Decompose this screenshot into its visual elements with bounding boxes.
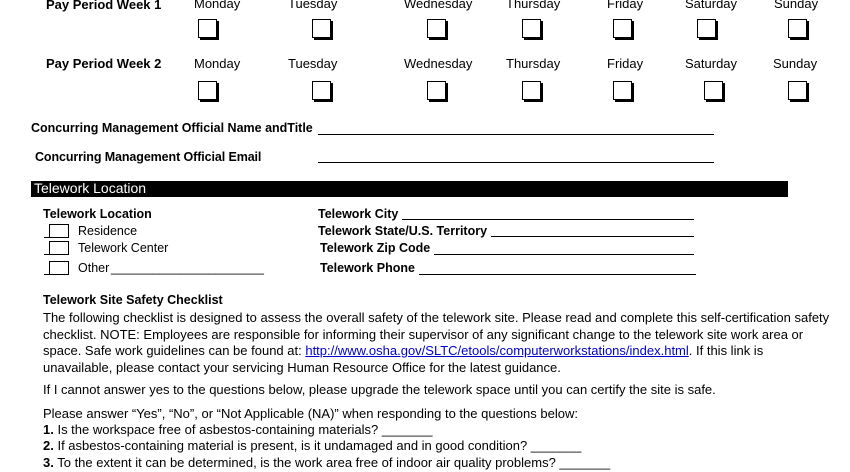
safety-intro bbox=[43, 310, 829, 376]
state-label: Telework State/U.S. Territory bbox=[318, 224, 488, 238]
question-1-number: 1. bbox=[43, 422, 54, 437]
week2-day-saturday: Saturday bbox=[685, 56, 738, 71]
week1-day-tuesday: Tuesday bbox=[288, 0, 338, 11]
other-specify-field[interactable]: ______________________ bbox=[111, 261, 264, 275]
mgmt-name-title-label: Concurring Management Official Name andTitle bbox=[31, 121, 313, 135]
telework-center-underscore bbox=[44, 254, 49, 255]
section-header-bar bbox=[31, 181, 788, 197]
answer-instructions: Please answer “Yes”, “No”, or “Not Applicable (NA)” when responding to the questions below: bbox=[43, 406, 578, 421]
week1-day-thursday: Thursday bbox=[506, 0, 561, 11]
week1-day-sunday: Sunday bbox=[774, 0, 819, 11]
week1-day-friday: Friday bbox=[607, 0, 644, 11]
week2-monday-checkbox[interactable] bbox=[198, 81, 217, 100]
week2-day-sunday: Sunday bbox=[773, 56, 818, 71]
week2-friday-checkbox[interactable] bbox=[613, 81, 632, 100]
question-2-number: 2. bbox=[43, 438, 54, 453]
week1-day-saturday: Saturday bbox=[685, 0, 738, 11]
week2-day-thursday: Thursday bbox=[506, 56, 561, 71]
week1-sunday-checkbox[interactable] bbox=[788, 19, 807, 38]
week2-day-monday: Monday bbox=[194, 56, 241, 71]
question-3-number: 3. bbox=[43, 455, 54, 470]
week1-day-monday: Monday bbox=[194, 0, 241, 11]
week2-sunday-checkbox[interactable] bbox=[788, 81, 807, 100]
week2-day-wednesday: Wednesday bbox=[404, 56, 473, 71]
week1-friday-checkbox[interactable] bbox=[613, 19, 632, 38]
week2-wednesday-checkbox[interactable] bbox=[427, 81, 446, 100]
city-label: Telework City bbox=[318, 207, 399, 221]
city-field[interactable] bbox=[402, 219, 694, 220]
week2-day-friday: Friday bbox=[607, 56, 644, 71]
mgmt-email-field[interactable] bbox=[318, 162, 714, 163]
week1-label: Pay Period Week 1 bbox=[46, 0, 162, 12]
safety-intro-line-4: unavailable, please contact your servicing Human Resource Office for the latest guidance. bbox=[43, 359, 561, 375]
telework-center-label: Telework Center bbox=[78, 241, 169, 255]
week1-day-wednesday: Wednesday bbox=[404, 0, 473, 11]
osha-guidelines-link[interactable]: http://www.osha.gov/SLTC/etools/computerworkstations/index.html bbox=[305, 343, 689, 358]
other-checkbox[interactable] bbox=[49, 261, 69, 275]
week2-label: Pay Period Week 2 bbox=[46, 56, 162, 71]
state-field[interactable] bbox=[491, 236, 694, 237]
question-3-text: To the extent it can be determined, is the work area free of indoor air quality problems? _______ bbox=[53, 455, 611, 470]
week2-saturday-checkbox[interactable] bbox=[704, 81, 723, 100]
residence-checkbox[interactable] bbox=[49, 224, 69, 238]
question-2 bbox=[43, 438, 581, 455]
safety-intro-line-3 bbox=[43, 343, 829, 360]
week1-saturday-checkbox[interactable] bbox=[697, 19, 716, 38]
other-underscore bbox=[44, 274, 49, 275]
week1-wednesday-checkbox[interactable] bbox=[427, 19, 446, 38]
residence-label: Residence bbox=[78, 224, 138, 238]
safety-intro-line-2: checklist. NOTE: Employees are responsible for informing their supervisor of any significant change to the telework site work area or bbox=[43, 326, 804, 342]
zip-field[interactable] bbox=[434, 254, 694, 255]
phone-label: Telework Phone bbox=[320, 261, 415, 275]
safety-heading: Telework Site Safety Checklist bbox=[43, 293, 223, 307]
location-heading: Telework Location bbox=[43, 207, 152, 221]
phone-field[interactable] bbox=[419, 274, 696, 275]
week2-day-tuesday: Tuesday bbox=[288, 56, 338, 71]
telework-center-checkbox[interactable] bbox=[49, 241, 69, 255]
question-2-text: If asbestos-containing material is present, is it undamaged and in good condition? _______ bbox=[53, 438, 582, 453]
zip-label: Telework Zip Code bbox=[320, 241, 431, 255]
question-1 bbox=[43, 422, 433, 439]
safety-intro-line-3-pre: space. Safe work guidelines can be found at: bbox=[43, 343, 306, 358]
week1-thursday-checkbox[interactable] bbox=[522, 19, 541, 38]
question-1-text: Is the workspace free of asbestos-containing materials? _______ bbox=[53, 422, 433, 437]
other-label: Other bbox=[78, 261, 110, 275]
upgrade-note: If I cannot answer yes to the questions below, please upgrade the telework space until you can certify the site is safe. bbox=[43, 382, 716, 397]
section-header-title: Telework Location bbox=[34, 180, 147, 196]
week2-tuesday-checkbox[interactable] bbox=[312, 81, 331, 100]
question-3 bbox=[43, 455, 610, 472]
mgmt-email-label: Concurring Management Official Email bbox=[35, 150, 262, 164]
week1-tuesday-checkbox[interactable] bbox=[312, 19, 331, 38]
mgmt-name-title-field[interactable] bbox=[318, 134, 714, 135]
week1-monday-checkbox[interactable] bbox=[198, 19, 217, 38]
residence-underscore bbox=[44, 237, 49, 238]
safety-intro-line-1: The following checklist is designed to assess the overall safety of the telework site. Please read and complete this self-certification safety bbox=[43, 310, 830, 325]
week2-thursday-checkbox[interactable] bbox=[522, 81, 541, 100]
safety-intro-line-3-post: . If this link is bbox=[688, 343, 764, 358]
